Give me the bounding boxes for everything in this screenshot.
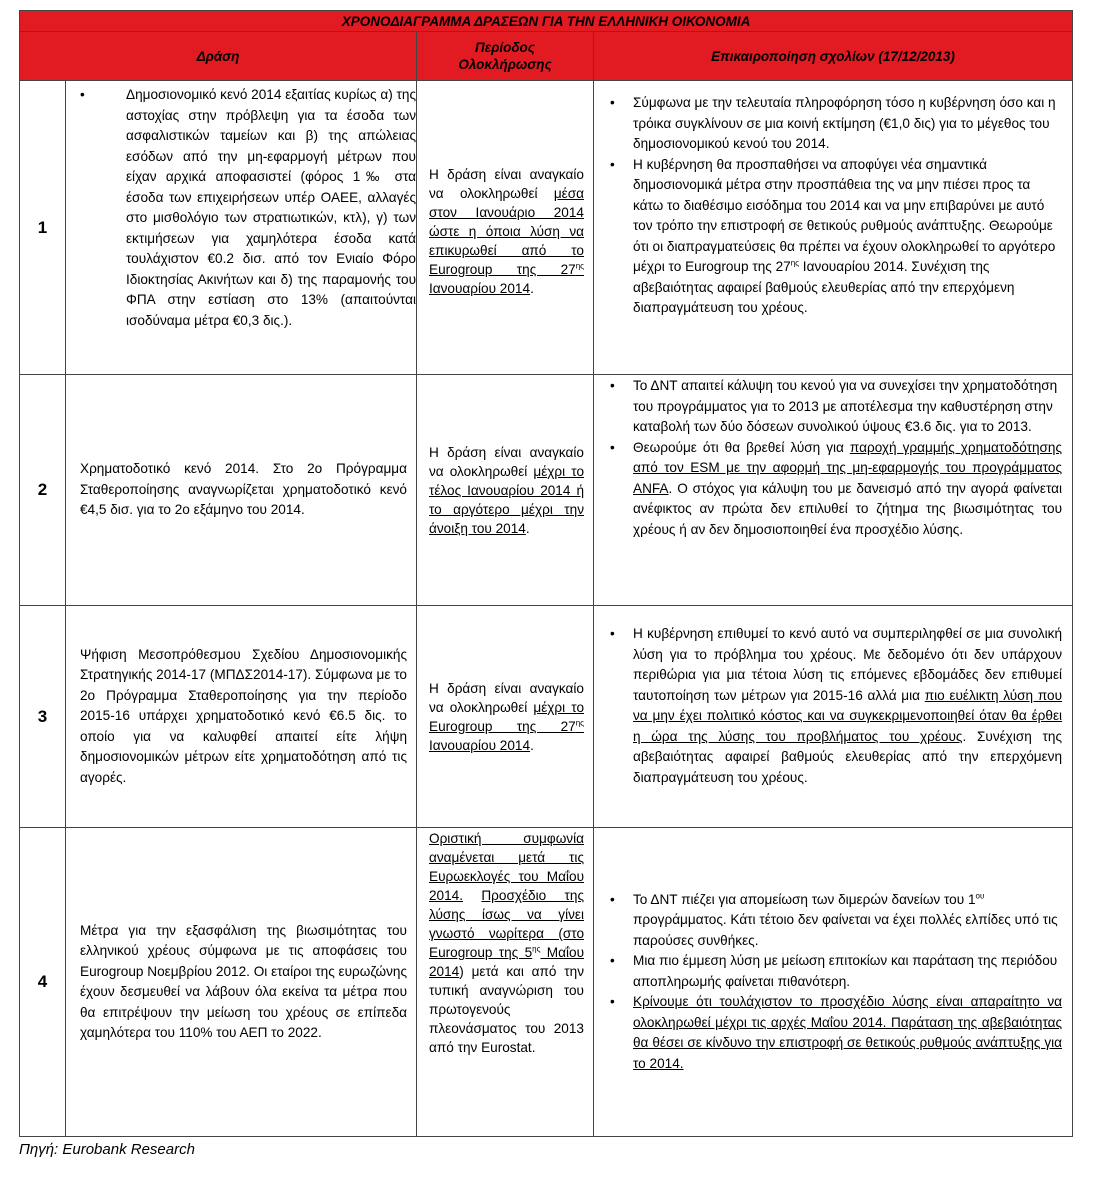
period-cell	[417, 81, 594, 375]
action-cell	[66, 828, 417, 1137]
table-title: ΧΡΟΝΟΔΙΑΓΡΑΜΜΑ ΔΡΑΣΕΩΝ ΓΙΑ ΤΗΝ ΕΛΛΗΝΙΚΗ ΟΙΚΟΝΟΜΙΑ	[20, 11, 1073, 32]
period-cell	[417, 828, 594, 1137]
action-text: Μέτρα για την εξασφάλιση της βιωσιμότητας του ελληνικού χρέους σύμφωνα με τις αποφάσεις του Eurogroup Νοεμβρίου 2012. Οι εταίροι της ευρωζώνης έχουν δεσμευθεί να λάβουν όλα εκείνα τα μέτρα που θα επιτρέψουν την μείωση του χρέους σε επίπεδα χαμηλότερα του 110% του ΑΕΠ το 2022.	[80, 922, 407, 1040]
update-bullet-list	[594, 890, 1072, 1075]
update-bullet	[594, 438, 1062, 541]
update-bullet: • Κρίνουμε ότι τουλάχιστον το προσχέδιο λύσης είναι απαραίτητο να ολοκληρωθεί μέχρι τις αρχές Μαΐου 2014. Παράταση της αβεβαιότητας θα θέσει σε κίνδυνο την επιστροφή σε θετικούς ρυθμούς ανάπτυξης για το 2014.	[594, 992, 1062, 1074]
update-cell	[594, 375, 1073, 606]
bullet-text: Η κυβέρνηση θα προσπαθήσει να αποφύγει νέα σημαντικά δημοσιονομικά μέτρα στην προσπάθεια της να μην πιέσει προς τα κάτω το διαθέσιμο εισόδημα του 2014 και να μην επιβαρύνει με αυτό τον τρόπο την επιστροφή σε θετικούς ρυθμούς ανάπτυξης. Θεωρούμε ότι οι διαπραγματεύσεις θα πρέπει να έχουν ολοκληρωθεί το αργότερο μέχρι το Eurogroup της 27	[633, 156, 1056, 274]
header-action: Δράση	[20, 32, 417, 81]
period-text	[417, 443, 593, 538]
row-number: 2	[20, 375, 66, 606]
period-end: .	[530, 281, 534, 296]
period-underlined-end: Ιανουαρίου 2014	[429, 737, 531, 753]
period-text	[417, 828, 593, 1057]
action-cell	[66, 375, 417, 606]
bullet-text: προγράμματος. Κάτι τέτοιο δεν φαίνεται να έχει πολλές ελπίδες υπό τις παρούσες συνθήκες.	[633, 912, 1058, 948]
action-bullet-list	[66, 85, 416, 331]
bullet-text: Θεωρούμε ότι θα βρεθεί λύση για	[633, 439, 850, 455]
row-number: 1	[20, 81, 66, 375]
period-sup: ης	[575, 717, 584, 727]
action-cell	[66, 81, 417, 375]
update-bullet-list	[594, 376, 1072, 540]
period-end: .	[530, 737, 534, 753]
period-plain: ) μετά και από την τυπική αναγνώριση του πρωτογενούς πλεονάσματος του 2013 από την Eurostat.	[429, 964, 584, 1055]
period-cell	[417, 606, 594, 828]
source-caption: Πηγή: Eurobank Research	[19, 1141, 195, 1158]
action-cell	[66, 606, 417, 828]
row-number: 3	[20, 606, 66, 828]
table-row	[20, 375, 1073, 606]
header-period	[417, 32, 594, 81]
action-schedule-table	[19, 10, 1073, 1137]
header-period-line2: Ολοκλήρωσης	[458, 57, 552, 72]
update-cell	[594, 828, 1073, 1137]
table-row	[20, 828, 1073, 1137]
bullet-underlined: πιο ευέλικτη λύση που να μην έχει πολιτικό κόστος και να συγκεκριμενοποιηθεί όταν θα έρθει η ώρα της λύσης του προβλήματος του χρέους	[633, 687, 1063, 744]
update-cell	[594, 606, 1073, 828]
update-cell	[594, 81, 1073, 375]
action-text: • Δημοσιονομικό κενό 2014 εξαιτίας κυρίως α) της αστοχίας στην πρόβλεψη για τα έσοδα των ασφαλιστικών ταμείων και β) της απώλειας εσόδων από την μη-εφαρμογή μέτρων που είχαν αρχικά αποφασιστεί (φόρος 1‰ στα έσοδα των επιχειρήσεων υπέρ ΟΑΕΕ, αλλαγές στο μισθολόγιο των στρατιωτικών, κτλ), γ) των εκτιμήσεων για χαμηλότερα έσοδα κατά τουλάχιστον €0.2 δισ. από τον Ενιαίο Φόρο Ιδιοκτησίας Ακινήτων και δ) της παραμονής του ΦΠΑ στην εστίαση στο 13% (απαιτούνται ισοδύναμα μέτρα €0,3 δις.).	[66, 85, 416, 331]
bullet-text: . Ο στόχος για κάλυψη του με δανεισμό από την αγορά φαίνεται ανέφικτος αν πρώτα δεν επιλυθεί το ζήτημα της βιωσιμότητας του χρέους ή αν δεν δημοσιοποιηθεί ένα προσχέδιο λύσης.	[633, 480, 1063, 537]
period-plain: Η δράση είναι αναγκαίο να ολοκληρωθεί	[429, 444, 584, 479]
period-underlined: Προσχέδιο της λύσης ίσως να γίνει γνωστό νωρίτερα (στο Eurogroup της 5	[429, 888, 584, 960]
update-bullet: • Μια πιο έμμεση λύση με μείωση επιτοκίων και παράταση της περιόδου αποπληρωμής φαίνεται πιθανότερη.	[594, 951, 1062, 992]
period-underlined: Οριστική συμφωνία αναμένεται μετά τις Ευρωεκλογές του Μαΐου 2014.	[429, 831, 584, 903]
bullet-underlined: παροχή γραμμής χρηματοδότησης από τον ESM με την αφορμή της μη-εφαρμογής του προγράμματος ANFA	[633, 439, 1063, 496]
period-underlined: μέχρι το τέλος Ιανουαρίου 2014 ή το αργότερο μέχρι την άνοιξη του 2014	[429, 463, 584, 536]
bullet-text: Ιανουαρίου 2014. Συνέχιση της αβεβαιότητας αφαιρεί βαθμούς ελευθερίας από την επερχόμενη διαπραγμάτευση του χρέους.	[633, 259, 1015, 315]
period-sup: ης	[575, 261, 584, 271]
period-underlined: Μαΐου 2014	[429, 945, 584, 979]
period-text	[417, 679, 593, 755]
period-underlined-end: Ιανουαρίου 2014	[429, 281, 531, 296]
update-bullet	[594, 155, 1062, 319]
period-end: .	[525, 520, 530, 536]
bullet-text: Η κυβέρνηση επιθυμεί το κενό αυτό να συμπεριληφθεί σε μια συνολική λύση για το πρόβλημα του χρέους. Με δεδομένο ότι δεν υπάρχουν περιθώρια για μια τέτοια λύση τις επόμενες εβδομάδες δεν επιθυμεί ταυτοποίηση των μέτρων για 2015-16 αλλά μια	[633, 626, 1063, 703]
update-bullet	[594, 890, 1062, 952]
header-update: Επικαιροποίηση σχολίων (17/12/2013)	[594, 32, 1073, 81]
update-bullet-list	[594, 624, 1072, 788]
period-cell	[417, 375, 594, 606]
bullet-sup: ου	[975, 891, 985, 901]
action-text: Χρηματοδοτικό κενό 2014. Στο 2ο Πρόγραμμα Σταθεροποίησης αναγνωρίζεται χρηματοδοτικό κενό €4,5 δισ. για το 2ο εξάμηνο του 2014.	[80, 461, 407, 518]
header-period-line1: Περίοδος	[475, 40, 535, 55]
update-bullet-list	[594, 93, 1072, 319]
update-bullet	[594, 624, 1062, 788]
period-underlined	[429, 186, 584, 296]
update-bullet: • Το ΔΝΤ απαιτεί κάλυψη του κενού για να συνεχίσει την χρηματοδότηση του προγράμματος για το 2013 με αποτέλεσμα την καθυστέρηση στην καταβολή των δύο δόσεων συνολικού ύψους €3.6 δις. για το 2013.	[594, 376, 1062, 438]
bullet-text: . Συνέχιση της αβεβαιότητας αφαιρεί βαθμούς ελευθερίας από την επερχόμενη διαπραγμάτευση του χρέους.	[633, 728, 1063, 785]
table-row	[20, 606, 1073, 828]
period-plain: Η δράση είναι αναγκαίο να ολοκληρωθεί	[429, 167, 584, 201]
bullet-text: Το ΔΝΤ πιέζει για απομείωση των διμερών δανείων του 1	[633, 891, 976, 907]
period-text	[417, 157, 593, 298]
table-row	[20, 81, 1073, 375]
update-bullet: • Σύμφωνα με την τελευταία πληροφόρηση τόσο η κυβέρνηση όσο και η τρόικα συγκλίνουν σε μια κοινή εκτίμηση (€1,0 δις) για το μέγεθος του δημοσιονομικού κενού του 2014.	[594, 93, 1062, 155]
period-underlined-text: μέχρι το Eurogroup της 27	[429, 699, 584, 734]
bullet-sup: ης	[790, 258, 800, 268]
period-underlined-text: μέσα στον Ιανουάριο 2014 ώστε η όποια λύση να επικυρωθεί από το Eurogroup της 27	[429, 186, 584, 277]
action-text: Ψήφιση Μεσοπρόθεσμου Σχεδίου Δημοσιονομικής Στρατηγικής 2014-17 (ΜΠΔΣ2014-17). Σύμφωνα με το 2ο Πρόγραμμα Σταθεροποίησης για την περίοδο 2015-16 υπάρχει χρηματοδοτικό κενό €6.5 δις. το οποίο για να καλυφθεί απαιτεί είτε λήψη δημοσιονομικών μέτρων είτε χρηματοδότηση από τις αγορές.	[80, 646, 407, 785]
period-sup: ης	[532, 944, 541, 954]
period-plain: Η δράση είναι αναγκαίο να ολοκληρωθεί	[429, 680, 584, 715]
row-number: 4	[20, 828, 66, 1137]
